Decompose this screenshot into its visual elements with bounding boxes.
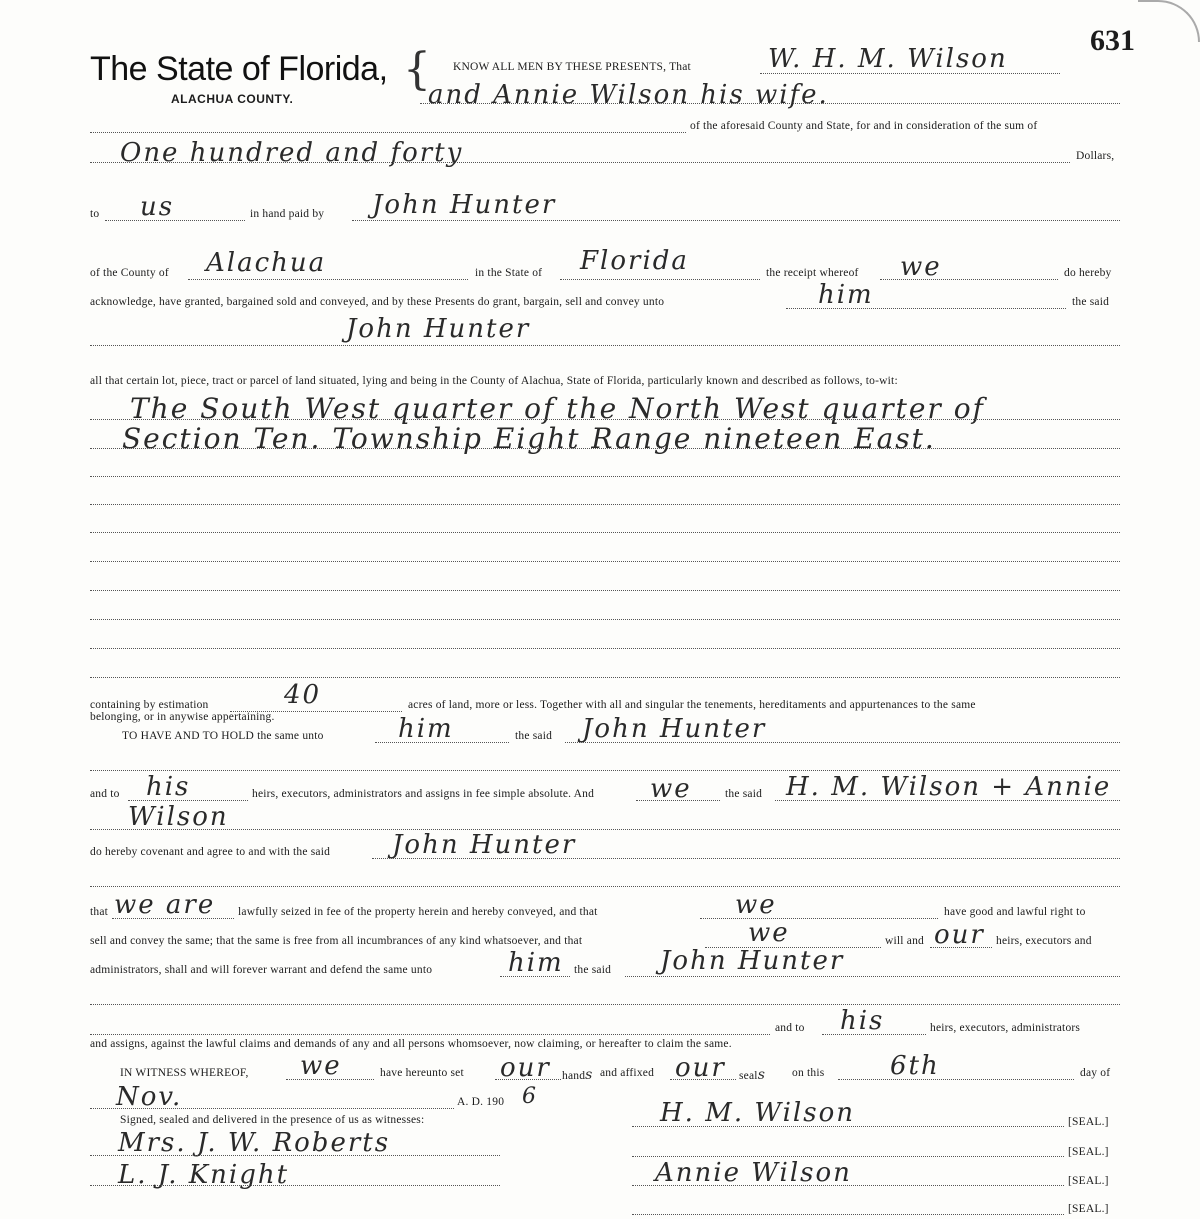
rule <box>90 476 1120 477</box>
rule <box>90 648 1120 649</box>
in-hand-paid-by: in hand paid by <box>250 208 325 220</box>
belonging-text: belonging, or in anywise appertaining. <box>90 711 275 723</box>
receipt-value: we <box>900 252 942 282</box>
the-said-label-3: the said <box>725 788 763 800</box>
rule <box>90 590 1120 591</box>
admin-grantee: John Hunter <box>660 946 845 976</box>
lawfully-value: we <box>735 890 777 920</box>
witness-value: we <box>300 1051 342 1081</box>
rule <box>90 561 1120 562</box>
rule <box>560 279 760 280</box>
state-value: Florida <box>580 246 689 276</box>
rule <box>90 770 1120 771</box>
rule <box>632 1214 1064 1215</box>
brace-glyph: { <box>403 44 431 95</box>
to-have-grantee: John Hunter <box>582 714 767 744</box>
rule <box>105 220 245 221</box>
assigns-text: and assigns, against the lawful claims and demands of any and all persons whomsoever, now claiming, or hereafter to claim the same. <box>90 1038 732 1050</box>
seal-suffix: s <box>757 1067 767 1083</box>
and-to-label: and to <box>90 788 120 800</box>
administrators-text: administrators, shall and will forever warrant and defend the same unto <box>90 964 433 976</box>
grantor-line1: W. H. M. Wilson <box>768 44 1008 74</box>
rule <box>90 504 1120 505</box>
and-to-label-2: and to <box>775 1022 805 1034</box>
rule <box>880 279 1058 280</box>
day-value: 6th <box>890 1051 940 1081</box>
hand-label <box>562 1067 594 1083</box>
seal-text: seal <box>739 1070 758 1082</box>
do-hereby-label: do hereby <box>1064 267 1112 279</box>
grantors-value-b: Wilson <box>128 802 229 832</box>
witness-1: Mrs. J. W. Roberts <box>118 1128 391 1158</box>
page-corner-curl <box>1138 0 1200 42</box>
sell-convey-text: sell and convey the same; that the same is free from all incumbrances of any kind whatsoever, and that <box>90 935 583 947</box>
ad-label: A. D. 190 <box>457 1096 505 1108</box>
acres-text: acres of land, more or less. Together with all and singular the tenements, hereditaments and appurtenances to the same <box>408 699 976 711</box>
rule <box>822 1034 926 1035</box>
rule <box>90 162 1070 163</box>
year-value: 6 <box>522 1084 538 1109</box>
seal-3: [SEAL.] <box>1068 1175 1109 1187</box>
rule <box>112 918 234 919</box>
the-said-label-4: the said <box>574 964 612 976</box>
rule <box>632 1126 1064 1127</box>
in-witness-label: IN WITNESS WHEREOF, <box>120 1067 249 1079</box>
paid-by-value: John Hunter <box>372 190 557 220</box>
in-state-of-label: in the State of <box>475 267 543 279</box>
the-said-label: the said <box>1072 296 1110 308</box>
rule <box>90 619 1120 620</box>
rule <box>930 947 992 948</box>
rule <box>90 1185 500 1186</box>
set-value: our <box>500 1053 551 1083</box>
and-to-value: his <box>146 772 191 802</box>
rule <box>286 1079 374 1080</box>
rule <box>565 742 1120 743</box>
containing-label: containing by estimation <box>90 699 209 711</box>
county-heading: ALACHUA COUNTY. <box>171 92 294 106</box>
acknowledge-text: acknowledge, have granted, bargained sold and conveyed, and by these Presents do grant, bargain, sell and convey unto <box>90 296 665 308</box>
signature-2: Annie Wilson <box>655 1158 852 1188</box>
rule <box>90 1155 500 1156</box>
to-label: to <box>90 208 100 220</box>
signed-sealed-text: Signed, sealed and delivered in the presence of us as witnesses: <box>120 1114 425 1126</box>
rule <box>128 800 248 801</box>
rule <box>632 1185 1064 1186</box>
that-value: we are <box>114 890 216 920</box>
state-title: The State of Florida, <box>90 50 388 88</box>
rule <box>352 220 1120 221</box>
and-value: we <box>650 774 692 804</box>
rule <box>90 345 1120 346</box>
sum-value: One hundred and forty <box>120 138 464 168</box>
grantors-value-a: H. M. Wilson + Annie <box>786 772 1112 802</box>
have-hereunto-label: have hereunto set <box>380 1067 464 1079</box>
grantor-line2: and Annie Wilson his wife. <box>428 80 829 110</box>
rule <box>775 800 1120 801</box>
sell-value: we <box>748 918 790 948</box>
lawfully-seized-text: lawfully seized in fee of the property herein and hereby conveyed, and that <box>238 906 598 918</box>
and-affixed-label: and affixed <box>600 1067 655 1079</box>
know-all-men: KNOW ALL MEN BY THESE PRESENTS, That <box>453 61 691 73</box>
covenant-value: John Hunter <box>392 830 577 860</box>
will-value: our <box>934 920 985 950</box>
seal-1: [SEAL.] <box>1068 1116 1109 1128</box>
rule <box>90 1034 770 1035</box>
the-said-label-2: the said <box>515 730 553 742</box>
of-county-label: of the County of <box>90 267 169 279</box>
seal-2: [SEAL.] <box>1068 1146 1109 1158</box>
rule <box>500 976 570 977</box>
that-label: that <box>90 906 109 918</box>
rule <box>495 1079 561 1080</box>
rule <box>90 1108 454 1109</box>
affixed-value: our <box>675 1053 726 1083</box>
rule <box>786 308 1066 309</box>
grantee-value: John Hunter <box>346 314 531 344</box>
aforesaid-text: of the aforesaid County and State, for and in consideration of the sum of <box>690 120 1038 132</box>
rule <box>90 532 1120 533</box>
rule <box>760 73 1060 74</box>
rule <box>90 677 1120 678</box>
rule <box>636 800 720 801</box>
acres-value: 40 <box>284 680 322 710</box>
rule <box>700 918 938 919</box>
to-value: us <box>140 192 175 222</box>
signature-1: H. M. Wilson <box>660 1098 855 1128</box>
rule <box>625 976 1120 977</box>
receipt-whereof-label: the receipt whereof <box>766 267 859 279</box>
rule <box>420 103 1120 104</box>
rule <box>90 448 1120 449</box>
description-line2: Section Ten. Township Eight Range nineteen East. <box>122 422 936 455</box>
convey-unto-value: him <box>818 280 874 310</box>
day-of-label: day of <box>1080 1067 1111 1079</box>
to-have-value: him <box>398 714 454 744</box>
admin-value: him <box>508 948 564 978</box>
good-right-text: have good and lawful right to <box>944 906 1086 918</box>
covenant-label: do hereby covenant and agree to and with the said <box>90 846 331 858</box>
month-value: Nov. <box>116 1082 183 1112</box>
rule <box>90 132 686 133</box>
rule <box>90 1004 1120 1005</box>
heirs-exec2-text: heirs, executors, administrators <box>930 1022 1081 1034</box>
seal-label <box>739 1067 767 1083</box>
seal-4: [SEAL.] <box>1068 1203 1109 1215</box>
on-this-label: on this <box>792 1067 825 1079</box>
rule <box>670 1079 736 1080</box>
dollars-label: Dollars, <box>1076 150 1115 162</box>
rule <box>375 742 509 743</box>
to-have-label: TO HAVE AND TO HOLD the same unto <box>122 730 324 742</box>
witness-2: L. J. Knight <box>118 1160 290 1190</box>
page-number: 631 <box>1090 24 1135 57</box>
description-line1: The South West quarter of the North West quarter of <box>130 392 985 425</box>
rule <box>372 858 1120 859</box>
county-value: Alachua <box>206 248 327 278</box>
rule <box>632 1156 1064 1157</box>
hand-text: hand <box>562 1070 586 1082</box>
heirs-text: heirs, executors, administrators and assigns in fee simple absolute. And <box>252 788 595 800</box>
rule <box>838 1079 1074 1080</box>
and-to2-value: his <box>840 1006 885 1036</box>
hand-suffix: s <box>585 1067 595 1083</box>
rule <box>188 279 468 280</box>
rule <box>90 829 1120 830</box>
will-and-label: will and <box>885 935 924 947</box>
rule <box>90 886 1120 887</box>
rule <box>90 419 1120 420</box>
land-description-intro: all that certain lot, piece, tract or parcel of land situated, lying and being in the County of Alachua, State of Florida, particularly known and described as follows, to-wit: <box>90 375 898 387</box>
heirs-exec-text: heirs, executors and <box>996 935 1092 947</box>
